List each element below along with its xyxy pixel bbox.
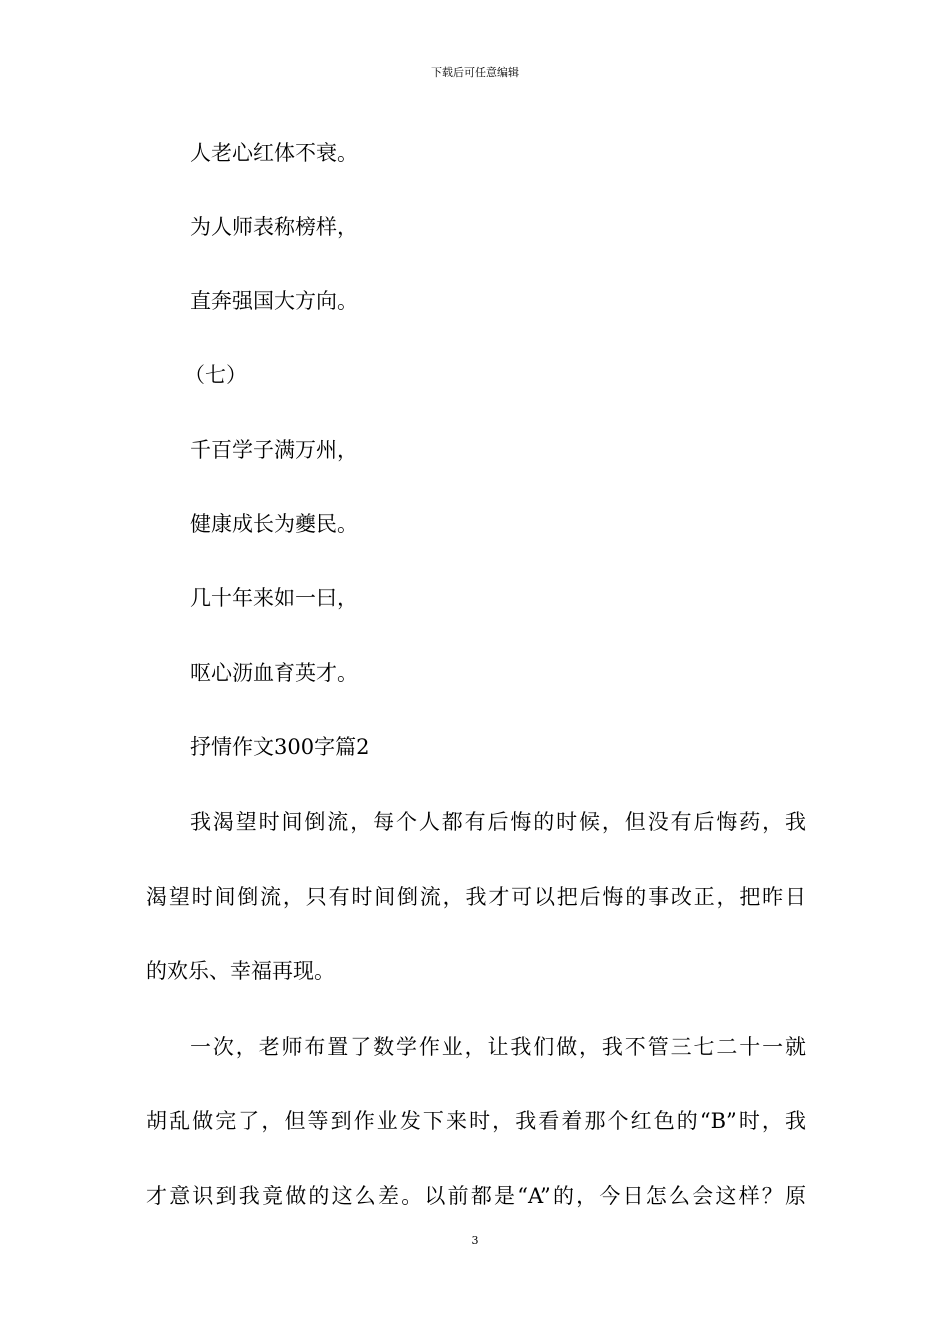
paragraph-line: 的欢乐、幸福再现。 [146,959,335,983]
page-number: 3 [471,1234,479,1247]
poem-line: 千百学子满万州， [190,438,358,462]
page-header: 下载后可任意编辑 [431,66,519,79]
paragraph-line: 渴望时间倒流，只有时间倒流，我才可以把后悔的事改正，把昨日 [146,885,806,909]
poem-line: 呕心沥血育英才。 [190,661,358,685]
article-heading: 抒情作文300字篇2 [190,735,370,759]
poem-line: 几十年来如一曰， [190,586,358,610]
paragraph-line: 我渴望时间倒流，每个人都有后悔的时候，但没有后悔药，我 [190,810,806,834]
poem-line: 人老心红体不衰。 [190,141,358,165]
paragraph-line: 才意识到我竟做的这么差。以前都是“A”的，今日怎么会这样？原 [146,1184,806,1208]
poem-line: 健康成长为夔民。 [190,512,358,536]
section-number: （七） [184,363,247,387]
paragraph-line: 一次，老师布置了数学作业，让我们做，我不管三七二十一就 [190,1035,806,1059]
paragraph-line: 胡乱做完了，但等到作业发下来时，我看着那个红色的“B”时，我 [146,1109,806,1133]
poem-line: 为人师表称榜样， [190,215,358,239]
poem-line: 直奔强国大方向。 [190,289,358,313]
